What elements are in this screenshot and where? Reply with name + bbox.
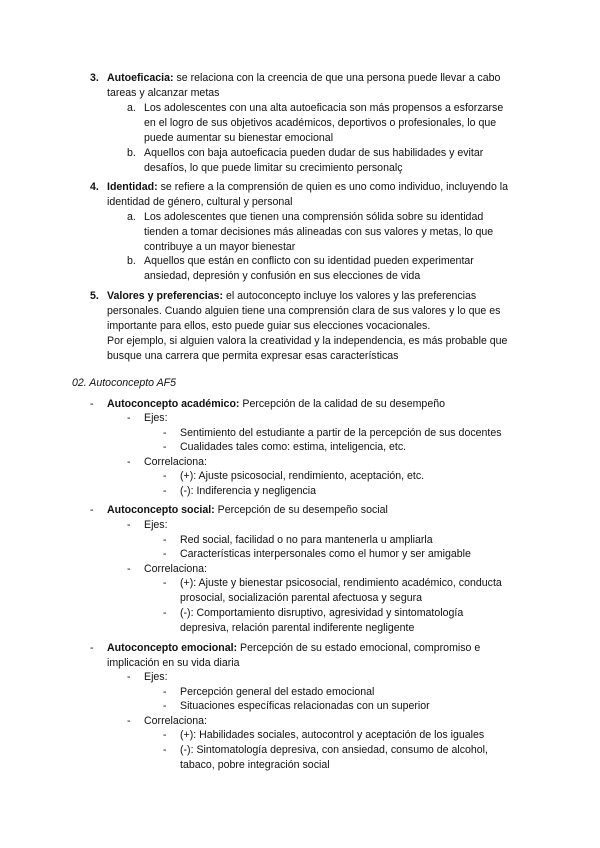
ejes-label: Ejes: <box>144 519 168 531</box>
dash-bullet: - <box>163 700 167 712</box>
concept-term: Autoconcepto académico: <box>107 398 240 410</box>
dash-bullet: - <box>163 744 167 756</box>
eje-text: Cualidades tales como: estima, inteligencia, etc. <box>180 441 407 453</box>
numbered-item-3 <box>90 71 510 101</box>
dash-bullet: - <box>163 485 167 497</box>
sub-item-3a <box>107 101 512 146</box>
sub-letter: b. <box>127 147 136 159</box>
sub-text: Aquellos que están en conflicto con su identidad pueden experimentar ansiedad, depresión y confusión en sus elecciones de vida <box>144 255 474 282</box>
sub-text: Los adolescentes con una alta autoeficacia son más propensos a esforzarse en el logro de sus objetivos académicos, deportivos o profesionales, lo que puede aumentar su bienestar emocional <box>144 102 504 144</box>
sub-text: Aquellos con baja autoeficacia pueden dudar de sus habilidades y evitar desafíos, lo que puede limitar su crecimiento personalç <box>144 147 484 174</box>
eje-item <box>163 440 513 455</box>
dash-bullet: - <box>90 642 94 654</box>
sub-item-4a <box>107 210 512 255</box>
corr-item <box>163 484 513 499</box>
corr-label: Correlaciona: <box>144 563 208 575</box>
corr-label-row <box>127 714 207 729</box>
ejes-label-row <box>127 411 168 426</box>
dash-bullet: - <box>163 548 167 560</box>
item-number: 4. <box>90 181 99 193</box>
eje-text: Red social, facilidad o no para mantenerla u ampliarla <box>180 534 433 546</box>
dash-bullet: - <box>127 715 131 727</box>
dash-bullet: - <box>163 441 167 453</box>
item-term: Valores y preferencias: <box>107 290 224 302</box>
dash-bullet: - <box>127 456 131 468</box>
eje-text: Percepción general del estado emocional <box>180 686 375 698</box>
corr-item <box>163 743 513 773</box>
section-title: 02. Autoconcepto AF5 <box>72 377 177 389</box>
item-text: se refiere a la comprensión de quien es uno como individuo, incluyendo la identidad de género, cultural y personal <box>107 181 509 208</box>
corr-text: (+): Habilidades sociales, autocontrol y aceptación de los iguales <box>180 729 485 741</box>
concept-definition: Percepción de la calidad de su desempeño <box>239 398 445 410</box>
sub-text: Los adolescentes que tienen una comprensión sólida sobre su identidad tienden a tomar decisiones más alineadas con sus valores y metas, lo que contribuye a un mayor bienestar <box>144 211 494 253</box>
ejes-label-row <box>127 670 168 685</box>
corr-text: (-): Comportamiento disruptivo, agresividad y sintomatología depresiva, relación parental indiferente negligente <box>180 607 464 634</box>
concept-term: Autoconcepto social: <box>107 504 215 516</box>
eje-item <box>163 533 513 548</box>
item-number: 3. <box>90 72 99 84</box>
concept-definition: Percepción de su estado emocional, compromiso e implicación en su vida diaria <box>107 642 481 669</box>
concept-emocional <box>90 641 510 671</box>
sub-letter: a. <box>127 102 136 114</box>
eje-text: Sentimiento del estudiante a partir de la percepción de sus docentes <box>180 427 502 439</box>
ejes-label-row <box>127 518 168 533</box>
numbered-item-4 <box>90 180 510 210</box>
eje-item <box>163 426 513 441</box>
dash-bullet: - <box>163 470 167 482</box>
corr-item <box>163 576 513 606</box>
item-term: Identidad: <box>107 181 158 193</box>
corr-label-row <box>127 562 207 577</box>
item-number: 5. <box>90 290 99 302</box>
corr-text: (-): Sintomatología depresiva, con ansiedad, consumo de alcohol, tabaco, pobre integración social <box>180 744 488 771</box>
eje-text: Situaciones específicas relacionadas con un superior <box>180 700 430 712</box>
corr-text: (-): Indiferencia y negligencia <box>180 485 317 497</box>
ejes-label: Ejes: <box>144 671 168 683</box>
concept-academico <box>90 397 510 412</box>
eje-item <box>163 699 513 714</box>
corr-label-row <box>127 455 207 470</box>
dash-bullet: - <box>90 504 94 516</box>
sub-item-4b <box>107 254 512 284</box>
item-extra-text: Por ejemplo, si alguien valora la creatividad y la independencia, es más probable que busque una carrera que permita expresar esas características <box>107 335 508 362</box>
corr-item <box>163 606 513 636</box>
dash-bullet: - <box>163 427 167 439</box>
dash-bullet: - <box>163 607 167 619</box>
eje-text: Características interpersonales como el humor y ser amigable <box>180 548 471 560</box>
corr-label: Correlaciona: <box>144 456 208 468</box>
numbered-item-5 <box>90 289 510 364</box>
dash-bullet: - <box>90 398 94 410</box>
sub-item-3b <box>107 146 512 176</box>
dash-bullet: - <box>127 671 131 683</box>
corr-text: (+): Ajuste psicosocial, rendimiento, aceptación, etc. <box>180 470 425 482</box>
dash-bullet: - <box>127 412 131 424</box>
concept-social <box>90 503 510 518</box>
dash-bullet: - <box>163 729 167 741</box>
corr-label: Correlaciona: <box>144 715 208 727</box>
corr-text: (+): Ajuste y bienestar psicosocial, rendimiento académico, conducta prosocial, socialización parental afectuosa y segura <box>180 577 502 604</box>
item-term: Autoeficacia: <box>107 72 174 84</box>
corr-item <box>163 728 513 743</box>
corr-item <box>163 469 513 484</box>
dash-bullet: - <box>127 563 131 575</box>
sub-letter: a. <box>127 211 136 223</box>
eje-item <box>163 685 513 700</box>
dash-bullet: - <box>163 577 167 589</box>
sub-letter: b. <box>127 255 136 267</box>
dash-bullet: - <box>163 686 167 698</box>
item-text: el autoconcepto incluye los valores y las preferencias personales. Cuando alguien tiene una comprensión clara de sus valores y lo que es importante para ellos, esto puede guiar sus elecciones vocacionales. <box>107 290 501 332</box>
dash-bullet: - <box>163 534 167 546</box>
concept-term: Autoconcepto emocional: <box>107 642 238 654</box>
concept-definition: Percepción de su desempeño social <box>214 504 388 516</box>
eje-item <box>163 547 513 562</box>
item-text: se relaciona con la creencia de que una persona puede llevar a cabo tareas y alcanzar metas <box>107 72 501 99</box>
ejes-label: Ejes: <box>144 412 168 424</box>
dash-bullet: - <box>127 519 131 531</box>
